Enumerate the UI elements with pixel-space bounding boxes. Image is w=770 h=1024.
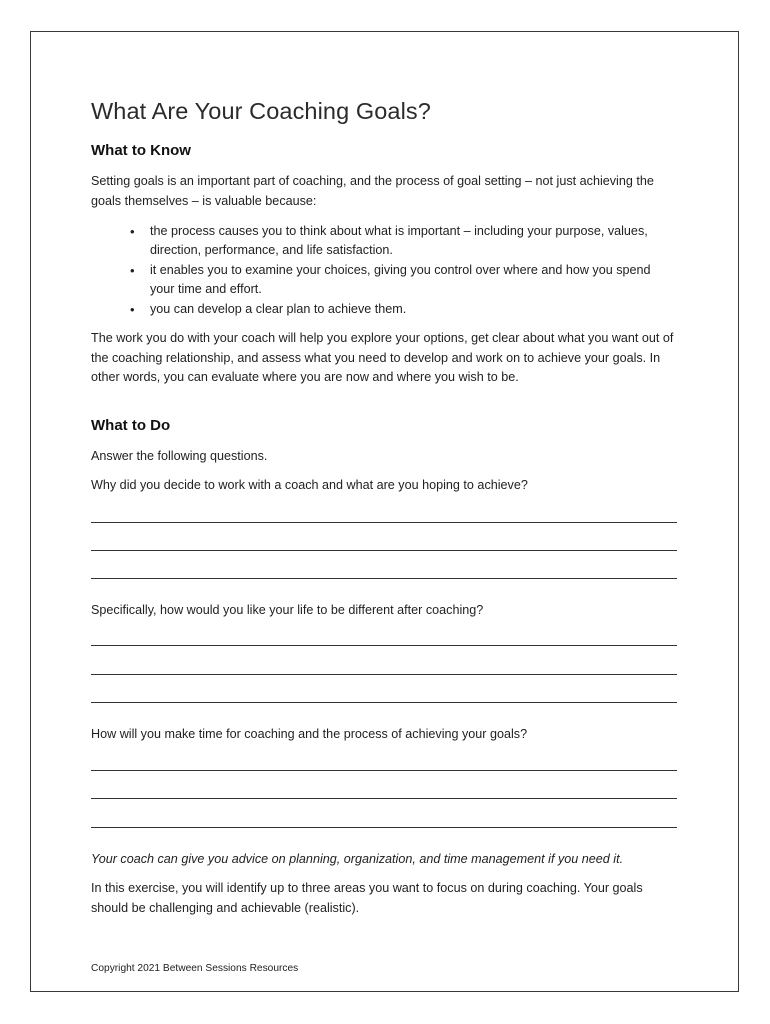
list-item [91,222,651,260]
what-to-do-heading: What to Do [91,417,171,434]
copyright-footer: Copyright 2021 Between Sessions Resources [91,963,299,974]
list-item-text: you can develop a clear plan to achieve them. [150,302,407,316]
bullet-icon: • [130,302,135,317]
question-1: Why did you decide to work with a coach and what are you hoping to achieve? [91,478,528,492]
what-to-know-heading: What to Know [91,142,191,159]
intro-paragraph: Setting goals is an important part of coaching, and the process of goal setting – not just achieving the goals themselves – is valuable because: [91,174,654,208]
list-item-text: the process causes you to think about what is important – including your purpose, values, direction, performance, and life satisfaction. [150,224,648,257]
answer-line-3b[interactable] [91,798,677,799]
answer-line-1b[interactable] [91,550,677,551]
list-item-text: it enables you to examine your choices, giving you control over where and how you spend your time and effort. [150,263,651,296]
bullet-icon: • [130,224,135,239]
list-item [91,300,651,319]
answer-line-2a[interactable] [91,645,677,646]
answer-line-1c[interactable] [91,578,677,579]
question-3: How will you make time for coaching and the process of achieving your goals? [91,727,528,741]
answer-line-2c[interactable] [91,702,677,703]
answer-line-3c[interactable] [91,827,677,828]
coach-advice-note: Your coach can give you advice on planning, organization, and time management if you need it. [91,852,624,866]
bullet-icon: • [130,263,135,278]
answer-line-3a[interactable] [91,770,677,771]
exercise-paragraph: In this exercise, you will identify up to three areas you want to focus on during coaching. Your goals should be challenging and achievable (realistic). [91,881,643,915]
page-border [30,31,739,992]
closing-paragraph: The work you do with your coach will help you explore your options, get clear about what you want out of the coaching relationship, and assess what you need to develop and work on to achieve your goals. In other words, you can evaluate where you are now and where you wish to be. [91,331,674,384]
instruction-text: Answer the following questions. [91,449,268,463]
question-2: Specifically, how would you like your life to be different after coaching? [91,603,484,617]
benefits-list [91,222,651,320]
page-title: What Are Your Coaching Goals? [91,98,431,124]
answer-line-1a[interactable] [91,522,677,523]
list-item [91,261,651,299]
answer-line-2b[interactable] [91,674,677,675]
